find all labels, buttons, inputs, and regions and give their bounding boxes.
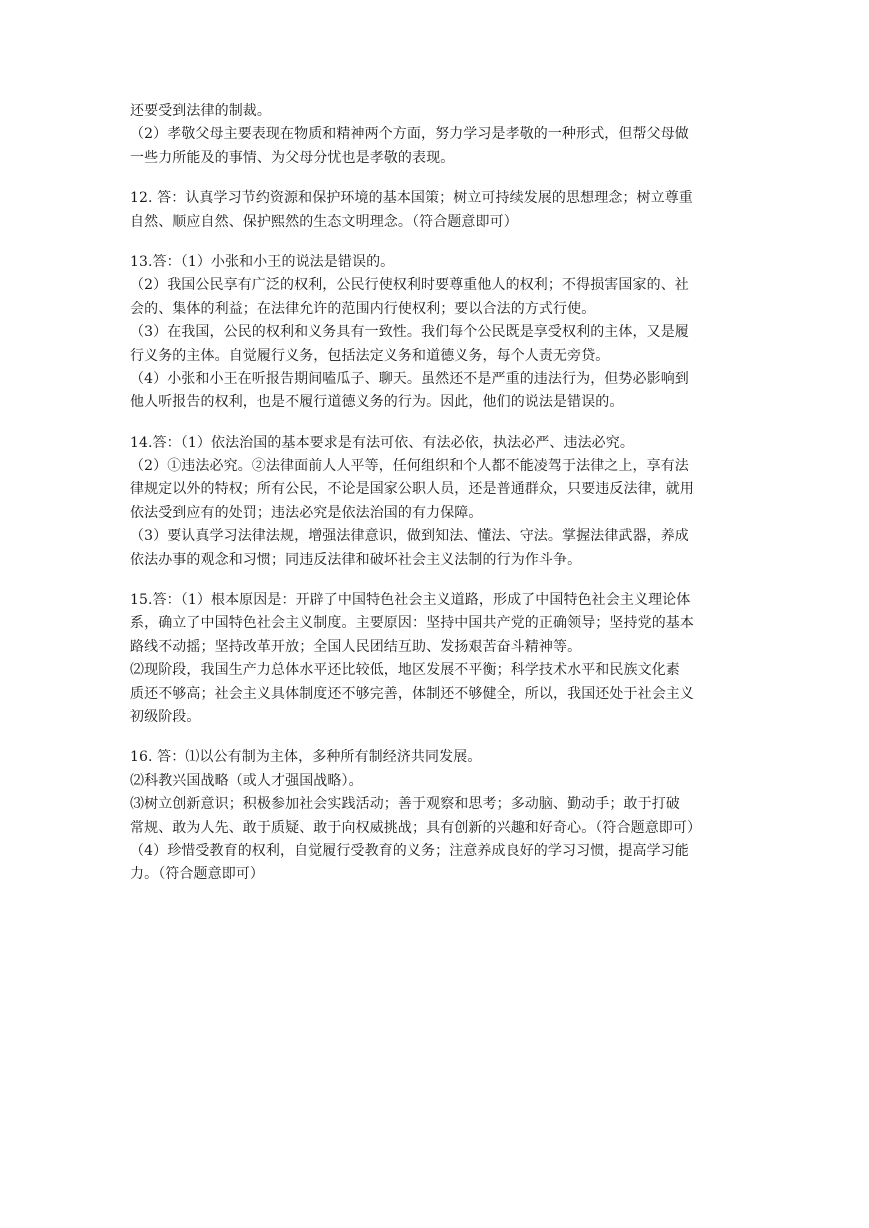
text-line: 系，确立了中国特色社会主义制度。主要原因：坚持中国共产党的正确领导；坚持党的基本 <box>130 615 694 632</box>
text-line: ⑵现阶段，我国生产力总体水平还比较低，地区发展不平衡；科学技术水平和民族文化素 <box>130 662 680 679</box>
text-line: 常规、敢为人先、敢于质疑、敢于向权威挑战；具有创新的兴趣和好奇心。（符合题意即可） <box>130 819 702 836</box>
text-line: 依法受到应有的处罚；违法必究是依法治国的有力保障。 <box>130 504 483 521</box>
paragraph-gap <box>130 729 742 746</box>
answer-block-q15 <box>130 589 742 729</box>
text-line: 13.答：（1）小张和小王的说法是错误的。 <box>130 253 395 270</box>
text-line: 16. 答：⑴以公有制为主体，多种所有制经济共同发展。 <box>130 749 482 766</box>
paragraph-gap <box>130 572 742 589</box>
text-line: 他人听报告的权利，也是不履行道德义务的行为。因此，他们的说法是错误的。 <box>130 394 624 411</box>
text-line: （2）①违法必究。②法律面前人人平等，任何组织和个人都不能凌驾于法律之上，享有法 <box>130 458 689 475</box>
text-line: （3）在我国，公民的权利和义务具有一致性。我们每个公民既是享受权利的主体，又是履 <box>130 324 689 341</box>
text-line: 自然、顺应自然、保护熙然的生态文明理念。（符合题意即可） <box>130 213 518 230</box>
paragraph-gap <box>130 234 742 251</box>
answer-block-q13 <box>130 251 742 415</box>
answer-block-q12 <box>130 187 742 234</box>
text-line: 还要受到法律的制裁。 <box>130 103 271 119</box>
text-line: ⑵科教兴国战略（或人才强国战略）。 <box>130 772 363 789</box>
paragraph-gap <box>130 415 742 432</box>
text-line: 路线不动摇；坚持改革开放；全国人民团结互助、发扬艰苦奋斗精神等。 <box>130 638 582 655</box>
paragraph-gap <box>130 170 742 187</box>
text-line: 律规定以外的特权；所有公民，不论是国家公职人员，还是普通群众，只要违反法律，就用 <box>130 481 694 498</box>
text-line: 质还不够高；社会主义具体制度还不够完善，体制还不够健全，所以，我国还处于社会主义 <box>130 685 694 702</box>
text-line: 依法办事的观念和习惯；同违反法律和破坏社会主义法制的行为作斗争。 <box>130 551 582 568</box>
text-line: 12. 答：认真学习节约资源和保护环境的基本国策；树立可持续发展的思想理念；树立尊重 <box>130 190 693 207</box>
text-line: 会的、集体的利益；在法律允许的范围内行使权利；要以合法的方式行使。 <box>130 300 596 317</box>
text-line: 力。（符合题意即可） <box>130 866 264 883</box>
answer-block-continuation <box>130 100 742 170</box>
text-line: 一些力所能及的事情、为父母分忧也是孝敬的表现。 <box>130 149 455 166</box>
text-line: ⑶树立创新意识；积极参加社会实践活动；善于观察和思考；多动脑、勤动手；敢于打破 <box>130 796 680 813</box>
text-line: （2）我国公民享有广泛的权利，公民行使权利时要尊重他人的权利；不得损害国家的、社 <box>130 277 689 294</box>
answer-document <box>130 100 742 887</box>
text-line: 14.答：（1）依法治国的基本要求是有法可依、有法必依，执法必严、违法必究。 <box>130 434 634 451</box>
text-line: 初级阶段。 <box>130 708 201 725</box>
text-line: （4）小张和小王在听报告期间嗑瓜子、聊天。虽然还不是严重的违法行为，但势必影响到 <box>130 370 689 387</box>
text-line: （3）要认真学习法律法规，增强法律意识，做到知法、懂法、守法。掌握法律武器，养成 <box>130 528 689 545</box>
answer-block-q14 <box>130 432 742 572</box>
answer-block-q16 <box>130 746 742 886</box>
text-line: 行义务的主体。自觉履行义务，包括法定义务和道德义务，每个人责无旁贷。 <box>130 347 610 364</box>
text-line: 15.答：（1）根本原因是：开辟了中国特色社会主义道路，形成了中国特色社会主义理论体 <box>130 592 691 609</box>
text-line: （4）珍惜受教育的权利，自觉履行受教育的义务；注意养成良好的学习习惯，提高学习能 <box>130 842 689 859</box>
text-line: （2）孝敬父母主要表现在物质和精神两个方面，努力学习是孝敬的一种形式，但帮父母做 <box>130 126 689 143</box>
